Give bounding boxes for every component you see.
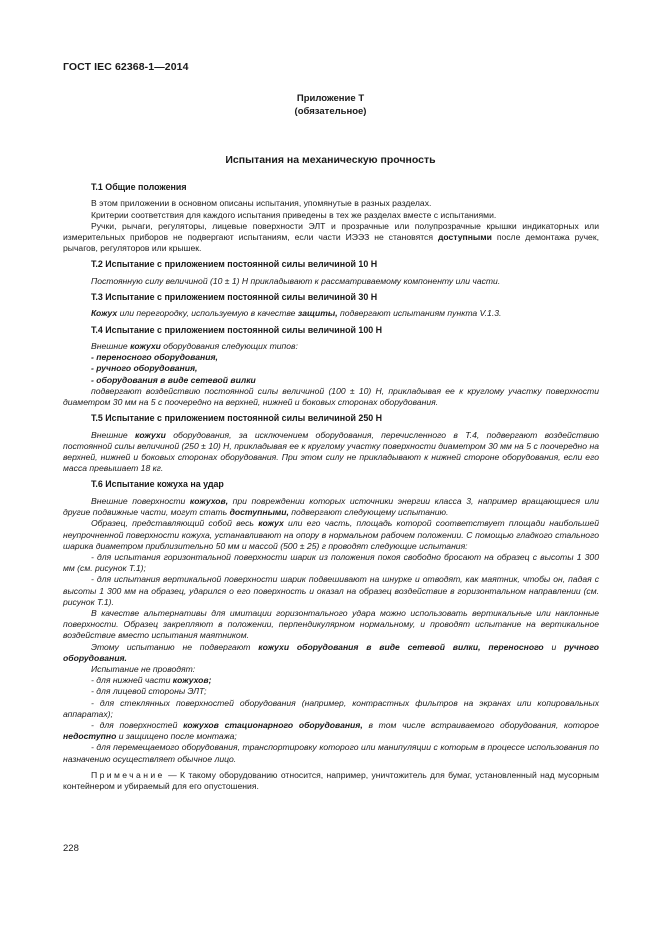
section-heading-t6: Т.6 Испытание кожуха на удар <box>91 479 224 490</box>
list-item: - для испытания горизонтальной поверхности шарик из положения покоя свободно бросают на образец с высоты 1 300 мм (см. рисунок Т.1); <box>63 551 599 574</box>
section-heading-t1: Т.1 Общие положения <box>91 182 187 192</box>
paragraph: Внешние кожухи оборудования, за исключением оборудования, перечисленного в Т.4, подвергают воздействию постоянной силы величиной (250 ± 10) Н, прикладывая ее к круглому участку поверхности диаметром 30 мм на 5 с поочередно на верхней, нижней и боковых сторонах оборудования. При этом силу не прикладывают к нижней стороне оборудования, если его масса превышает 18 кг. <box>63 429 599 474</box>
list-item: - оборудования в виде сетевой вилки <box>91 374 256 385</box>
paragraph: В этом приложении в основном описаны испытания, упомянутые в разных разделах. <box>91 198 432 209</box>
document-code: ГОСТ IEC 62368-1—2014 <box>63 61 189 73</box>
document-body <box>63 182 599 792</box>
appendix-header <box>0 92 661 118</box>
note-label: Примечание <box>91 769 165 780</box>
paragraph: Образец, представляющий собой весь кожух или его часть, площадь которой соответствует площади наибольшей неупрочненной поверхности кожуха, устанавливают на опору в нормальном рабочем положении. С помощью гладкого стального шарика диаметром приблизительно 50 мм и массой (500 ± 25) г проводят следующие испытания: <box>63 518 599 551</box>
paragraph: Этому испытанию не подвергают кожухи оборудования в виде сетевой вилки, переносного и ручного оборудования. <box>63 641 599 663</box>
page-title: Испытания на механическую прочность <box>225 154 436 166</box>
paragraph: подвергают воздействию постоянной силы величиной (100 ± 10) Н, прикладывая ее к круглому участку поверхности диаметром 30 мм на 5 с поочередно на верхней, нижней и боковых сторонах оборудования. <box>63 385 599 408</box>
list-item: - для испытания вертикальной поверхности шарик подвешивают на шнурке и отводят, как маятник, чтобы он, падая с высоты 1 300 мм на образец, ударился о его поверхность и оказал на образец воздействие в горизонтальном направлении (см. рисунок Т.1). <box>63 574 599 607</box>
paragraph: Постоянную силу величиной (10 ± 1) Н прикладывают к рассматриваемому компоненту или части. <box>91 275 501 286</box>
paragraph: В качестве альтернативы для имитации горизонтального удара можно использовать вертикальные или наклонные поверхности. Образец закрепляют в положении, перпендикулярном нормальному, и проводят испытание на вертикальное воздействие вместо испытания маятником. <box>63 607 599 641</box>
list-item: - для поверхностей кожухов стационарного оборудования, в том числе встраиваемого оборудования, которое недоступно и защищено после монтажа; <box>63 719 599 742</box>
term: доступными <box>437 232 492 243</box>
list-item: - для перемещаемого оборудования, транспортировку которого или манипуляции с которым в процессе использования по назначению осуществляет обычное лицо. <box>63 742 599 764</box>
paragraph: Внешние кожухи оборудования следующих типов: <box>91 341 298 352</box>
note: Примечание — К такому оборудованию относится, например, уничтожитель для бумаг, установленный над мусорным контейнером и убираемый для его опустошения. <box>63 769 599 791</box>
section-heading-t5: Т.5 Испытание с приложением постоянной силы величиной 250 Н <box>91 413 383 424</box>
list-item: - ручного оборудования, <box>91 363 198 374</box>
section-heading-t4: Т.4 Испытание с приложением постоянной силы величиной 100 Н <box>91 324 383 335</box>
section-heading-t2: Т.2 Испытание с приложением постоянной силы величиной 10 Н <box>91 259 378 270</box>
paragraph: Внешние поверхности кожухов, при повреждении которых источники энергии класса 3, например вращающиеся или другие подвижные части, могут стать доступными, подвергают следующему испытанию. <box>63 495 599 518</box>
paragraph: Кожух или перегородку, используемую в качестве защиты, подвергают испытаниям пункта V.1.3. <box>91 308 502 319</box>
list-item: - для нижней части кожухов; <box>91 675 212 686</box>
appendix-title: Приложение Т <box>296 93 365 104</box>
section-heading-t3: Т.3 Испытание с приложением постоянной силы величиной 30 Н <box>91 292 378 303</box>
appendix-status: (обязательное) <box>294 106 367 117</box>
list-item: - для стеклянных поверхностей оборудования (например, контрастных фильтров на экранах или копировальных аппаратах); <box>63 697 599 719</box>
page-number: 228 <box>63 843 79 854</box>
paragraph: Ручки, рычаги, регуляторы, лицевые поверхности ЭЛТ и прозрачные или полупрозрачные крышки индикаторных или измерительных приборов не подвергают испытаниям, если части ИЭЭЗ не становятся доступными после демонтажа ручек, рычагов, регуляторов или крышек. <box>63 220 599 254</box>
list-item: - переносного оборудования, <box>91 352 218 363</box>
paragraph: Критерии соответствия для каждого испытания приведены в тех же разделах вместе с испытаниями. <box>91 209 497 220</box>
paragraph: Испытание не проводят: <box>91 663 196 674</box>
list-item: - для лицевой стороны ЭЛТ; <box>91 686 207 697</box>
